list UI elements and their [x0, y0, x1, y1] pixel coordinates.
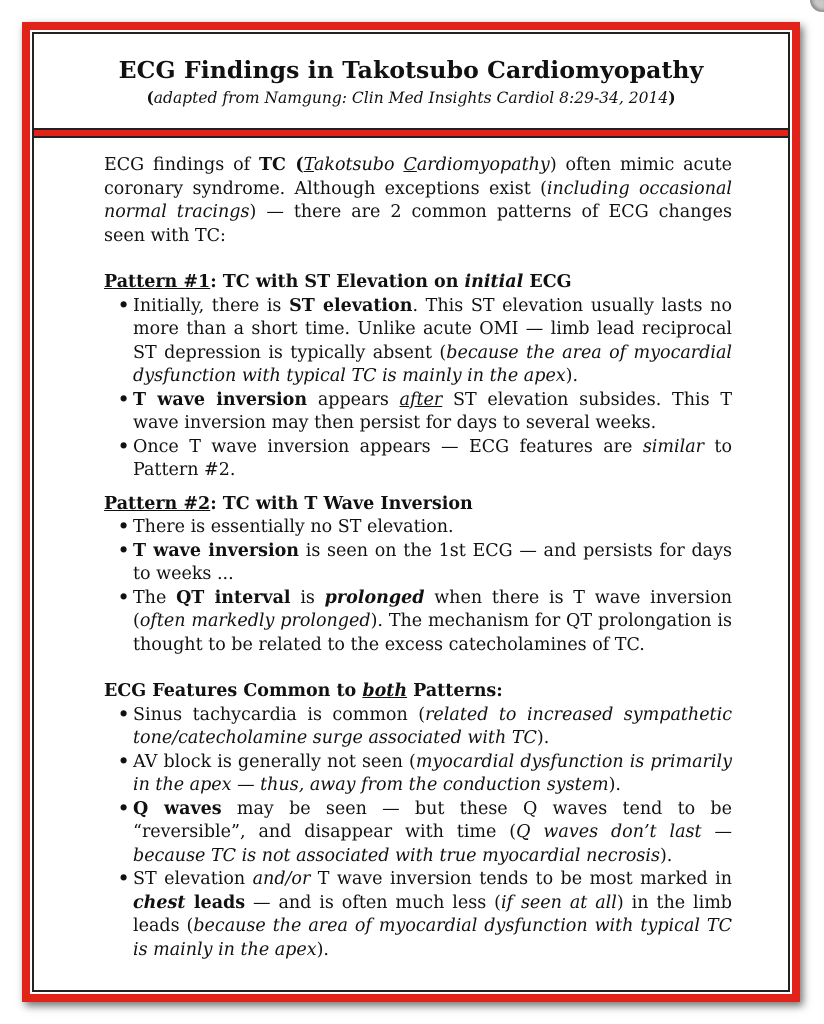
subtitle-open-paren: ( [146, 88, 154, 107]
document-inner-border [32, 32, 790, 992]
list-item: • Sinus tachycardia is common (related to increased sympathetic tone/catecholamine surge associated with TC). [133, 704, 732, 751]
document-body [104, 154, 732, 962]
subtitle-citation: adapted from Namgung: Clin Med Insights Cardiol 8:29-34, 2014 [153, 89, 669, 107]
intro-paragraph: ECG findings of TC (Takotsubo Cardiomyopathy) often mimic acute coronary syndrome. Although exceptions exist (including occasional normal tracings) — there are 2 common patterns of ECG changes seen with TC: [104, 155, 733, 246]
list-item: • The QT interval is prolonged when there is T wave inversion (often markedly prolonged). The mechanism for QT prolongation is thought to be related to the excess catecholamines of TC. [133, 587, 732, 658]
list-item: • Initially, there is ST elevation. This ST elevation usually lasts no more than a short time. Unlike acute OMI — limb lead reciprocal ST depression is typically absent (because the area of myocardial dysfunction with typical TC is mainly in the apex). [133, 295, 732, 389]
document-subtitle [34, 88, 788, 107]
pattern2-list [104, 516, 732, 657]
list-item: • AV block is generally not seen (myocardial dysfunction is primarily in the apex — thus, away from the conduction system). [133, 751, 732, 798]
list-item: • Once T wave inversion appears — ECG features are similar to Pattern #2. [133, 436, 732, 483]
pattern2-heading: Pattern #2: TC with T Wave Inversion [104, 493, 473, 514]
document-frame [22, 22, 800, 1002]
common-features-list [104, 704, 732, 963]
document-title: ECG Findings in Takotsubo Cardiomyopathy [118, 56, 704, 84]
list-item: • ST elevation and/or T wave inversion tends to be most marked in chest leads — and is often much less (if seen at all) in the limb leads (because the area of myocardial dysfunction with typical TC is mainly in the apex). [133, 868, 732, 962]
pattern1-list [104, 295, 732, 483]
subtitle-close-paren: ) [668, 88, 676, 107]
page-curl-icon [810, 0, 824, 12]
document-header [34, 34, 788, 128]
common-features-heading: ECG Features Common to both Patterns: [104, 681, 503, 701]
list-item: • T wave inversion is seen on the 1st ECG — and persists for days to weeks ... [133, 540, 732, 587]
pattern1-heading: Pattern #1: TC with ST Elevation on initial ECG [104, 272, 572, 292]
header-divider [34, 128, 788, 138]
list-item: • Q waves may be seen — but these Q waves tend to be “reversible”, and disappear with time (Q waves don’t last — because TC is not associated with true myocardial necrosis). [133, 798, 732, 869]
list-item: • There is essentially no ST elevation. [133, 516, 732, 540]
list-item: • T wave inversion appears after ST elevation subsides. This T wave inversion may then persist for days to several weeks. [133, 389, 732, 436]
